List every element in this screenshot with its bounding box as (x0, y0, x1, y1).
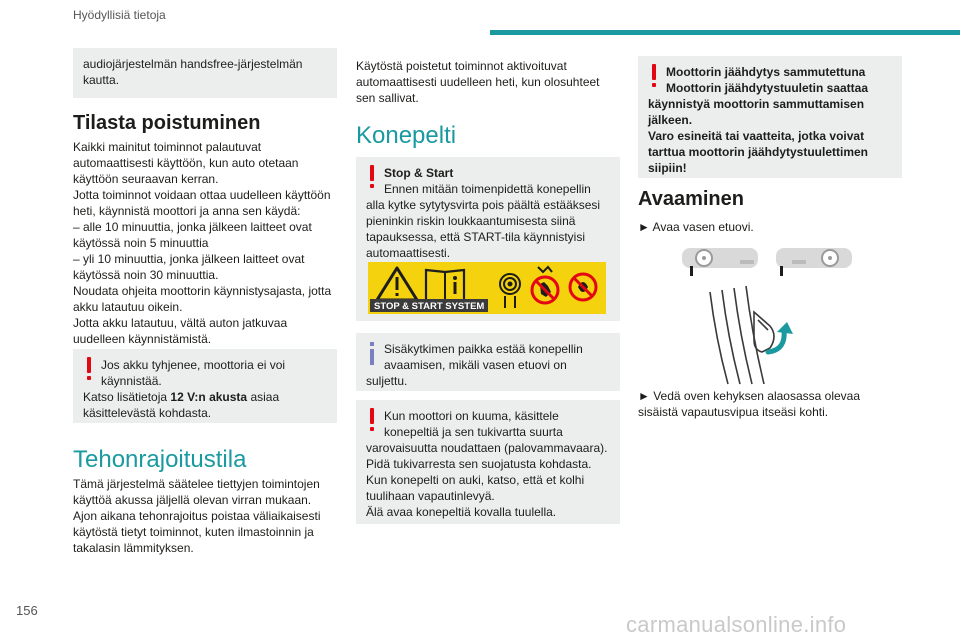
info-line: avaamisen, mikäli vasen etuovi on (384, 358, 567, 372)
warning-line: käynnistyä moottorin sammuttamisen (648, 97, 865, 111)
power-limit-text (73, 476, 343, 556)
warning-title: Stop & Start (384, 166, 454, 180)
pull-arrow-icon (768, 322, 793, 352)
text-line: Noudata ohjeita moottorin käynnistysajasta, jotta (73, 284, 332, 298)
warning-line: Älä avaa konepeltiä kovalla tuulella. (366, 505, 557, 519)
door-frame-lines (710, 286, 764, 384)
heading-power-limit: Tehonrajoitustila (73, 446, 247, 473)
info-line: suljettu. (366, 374, 408, 388)
warning-line: Moottorin jäähdytys sammutettuna (666, 65, 866, 79)
warning-line: Varo esineitä tai vaatteita, jotka voivat (648, 129, 865, 143)
text-line: sen sallivat. (356, 91, 419, 105)
text-line: Käytöstä poistetut toiminnot aktivoituvat (356, 59, 567, 73)
text-line: sisäistä vapautusvipua itseäsi kohti. (638, 405, 829, 419)
text-line: takalasin lämmityksen. (73, 541, 194, 555)
warning-icon (650, 64, 658, 90)
step-pull-lever (638, 388, 902, 420)
text-line: uudelleen käynnistämistä. (73, 332, 212, 346)
warning-line: käsittelevästä kohdasta. (83, 406, 212, 420)
heading-bonnet: Konepelti (356, 122, 457, 149)
text-line: Ajon aikana tehonrajoitus poistaa väliaikaisesti (73, 509, 321, 523)
page-number: 156 (16, 603, 38, 618)
text-line: heti, käynnistä moottori ja anna sen käydä: (73, 204, 301, 218)
text-line: automaattisesti uudelleen heti, kun olosuhteet (356, 75, 600, 89)
text-line: käyttöön seuraavan kerran. (73, 172, 219, 186)
text-line: Kaikki mainitut toiminnot palautuvat (73, 140, 262, 154)
warning-line: automaattisesti. (366, 246, 451, 260)
heading-exit-mode: Tilasta poistuminen (73, 112, 261, 134)
site-watermark: carmanualsonline.info (626, 612, 847, 637)
warning-line: tapauksessa, että START-tila käynnistyisi (366, 230, 585, 244)
label-caption: STOP & START SYSTEM (374, 301, 485, 312)
warning-line: Moottorin jäähdytystuuletin saattaa (666, 81, 869, 95)
continued-note-box (73, 48, 337, 98)
text-line: automaattisesti käyttöön, kun auto otetaan (73, 156, 299, 170)
warning-icon (368, 408, 376, 434)
info-line: Sisäkytkimen paikka estää konepellin (384, 342, 583, 356)
bonnet-release-illustration (682, 240, 854, 388)
warning-box-battery (73, 349, 337, 423)
heading-opening: Avaaminen (638, 188, 744, 210)
warning-line: Kun konepelti on auki, katso, että et kolhi (366, 473, 585, 487)
warning-line: Ennen mitään toimenpidettä konepellin (384, 182, 591, 196)
text-line: käyttöä akussa jäljellä olevan virran mukaan. (73, 493, 312, 507)
right-hand-drive-icon (776, 248, 852, 276)
warning-line: siipiin! (648, 161, 687, 175)
warning-icon (368, 165, 376, 191)
warning-line: jälkeen. (648, 113, 693, 127)
info-box-switch (356, 333, 620, 391)
release-lever (754, 312, 774, 352)
warning-line: käynnistää. (101, 374, 162, 388)
exit-mode-text (73, 139, 343, 347)
warning-line: Kun moottori on kuuma, käsittele (384, 409, 559, 423)
warning-box-cooling-fan (638, 56, 902, 178)
step-open-door: ► Avaa vasen etuovi. (638, 220, 754, 234)
text-line: käytöstä tietyt toiminnot, kuten ilmastoinnin ja (73, 525, 314, 539)
text-line: ► Vedä oven kehyksen alaosassa olevaa (638, 389, 861, 403)
warning-line: pieninkin riskin loukkaantumisesta siinä (366, 214, 576, 228)
text-line: – yli 10 minuuttia, jonka jälkeen laitteet ovat (73, 252, 305, 266)
warning-line: Jos akku tyhjenee, moottoria ei voi (101, 358, 286, 372)
warning-line: varovaisuutta noudattaen (palovammavaara). (366, 441, 608, 455)
warning-line: tarttua moottorin jäähdytystuulettimen (648, 145, 869, 159)
warning-icon (85, 357, 93, 383)
note-text: audiojärjestelmän handsfree-järjestelmän kautta. (83, 57, 303, 87)
left-hand-drive-icon (682, 248, 758, 276)
text-line: Jotta toiminnot voidaan ottaa uudelleen käyttöön (73, 188, 331, 202)
info-icon (368, 342, 376, 366)
text-line: akku latautuu oikein. (73, 300, 183, 314)
text-line: Jotta akku latautuu, vältä auton jatkuvaa (73, 316, 288, 330)
text-line: käytössä noin 30 minuuttia. (73, 268, 219, 282)
text-line: käytössä noin 5 minuuttia (73, 236, 209, 250)
header-accent-bar (490, 30, 960, 35)
warning-line: konepeltiä ja sen tukivartta suurta (384, 425, 563, 439)
reactivation-text (356, 58, 620, 106)
running-header: Hyödyllisiä tietoja (73, 8, 166, 22)
warning-box-hot-engine (356, 400, 620, 524)
text-line: Tämä järjestelmä säätelee tiettyjen toimintojen (73, 477, 320, 491)
stop-start-warning-label (368, 262, 606, 314)
text-line: – alle 10 minuuttia, jonka jälkeen laitteet ovat (73, 220, 312, 234)
warning-line: Katso lisätietoja 12 V:n akusta asiaa (83, 390, 280, 404)
warning-line: alla kytke sytytysvirta pois päältä estääksesi (366, 198, 601, 212)
warning-line: tuulihaan vapautinlevyä. (366, 489, 495, 503)
warning-line: Pidä tukivarresta sen suojatusta kohdasta. (366, 457, 592, 471)
